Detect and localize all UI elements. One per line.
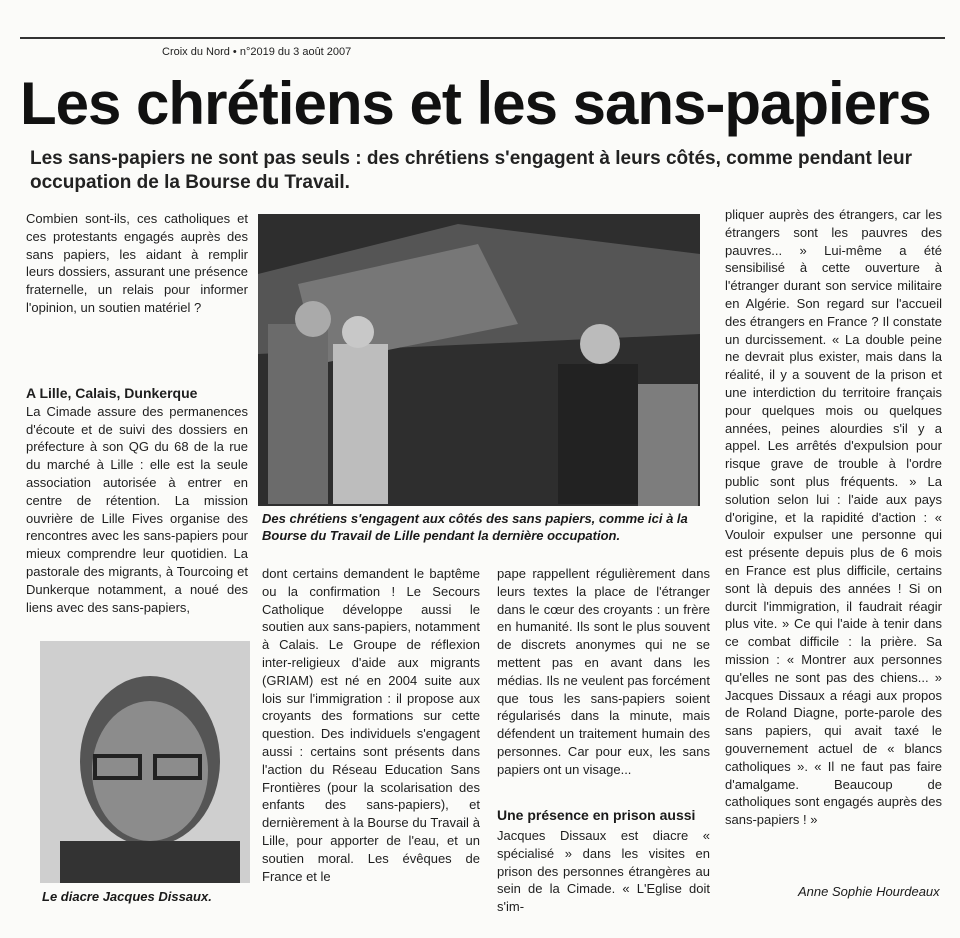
group-photo <box>258 214 700 506</box>
publication-header: Croix du Nord • n°2019 du 3 août 2007 <box>162 46 352 58</box>
article-title: Les chrétiens et les sans-papiers <box>20 70 931 137</box>
section-heading-prison: Une présence en prison aussi <box>497 807 696 823</box>
portrait-photo <box>40 641 250 883</box>
column-2-text: dont certains demandent le baptême ou la confirmation ! Le Secours Catholique développe aussi le soutien aux sans-papiers, notamment à Calais. Le Groupe de réflexion inter-religieux d'aide aux migrants (GRIAM) est né en 2004 suite aux lois sur l'immigration : il propose aux croyants des formations sur cette question. Des individuels s'engagent aussi : certains sont présents dans l'action du Réseau Education Sans Frontières (pour la scolarisation des enfants des sans-papiers), et dernièrement à la Bourse du Travail à Lille, pour apporter de l'eau, et un soutien moral. Les évêques de France et le <box>262 566 480 884</box>
author-signature: Anne Sophie Hourdeaux <box>798 884 940 899</box>
section-prison-text: Jacques Dissaux est diacre « spécialisé » dans les visites en prison des personnes étrangères au sein de la Cimade. « L'Eglise doit s'im- <box>497 828 710 915</box>
intro-paragraph: Combien sont-ils, ces catholiques et ces protestants engagés auprès des sans papiers, les aidant à remplir leurs dossiers, assurant une présence fraternelle, un relais pour informer l'opinion, un soutien matériel ? <box>26 211 248 315</box>
portrait-caption: Le diacre Jacques Dissaux. <box>42 889 212 904</box>
section-heading-lille: A Lille, Calais, Dunkerque <box>26 385 198 401</box>
section-lille-text: La Cimade assure des permanences d'écoute et de suivi des dossiers en préfecture à son QG du 68 de la rue du marché à Lille : elle est la seule association autorisée à entrer en centre de rétention. La mission ouvrière de Lille Fives organise des rencontres avec les sans-papiers pour mieux comprendre leur quotidien. La pastorale des migrants, à Tourcoing et Dunkerque notamment, a noué des liens avec des sans-papiers, <box>26 403 248 615</box>
top-rule <box>20 37 945 39</box>
article-subtitle: Les sans-papiers ne sont pas seuls : des chrétiens s'engagent à leurs côtés, comme pendant leur occupation de la Bourse du Travail. <box>30 148 912 193</box>
section-lille <box>26 385 248 616</box>
photo-caption: Des chrétiens s'engagent aux côtés des sans papiers, comme ici à la Bourse du Travail de Lille pendant la dernière occupation. <box>262 511 688 543</box>
column-4-text: pliquer auprès des étrangers, car les étrangers sont les pauvres des pauvres... » Lui-même a été sensibilisé à cette ouverture à l'étranger durant son service militaire en Algérie. Son regard sur l'accueil des étrangers en France ? Il constate un durcissement. « La double peine ne devrait plus exister, mais dans la réalité, il y a souvent de la prison et une interdiction du territoire français pour quelques mois ou quelques années, peines alourdies s'il y a appel. Les arrêtés d'expulsion pour risque grave de trouble à l'ordre public sont plus fréquents. » La solution selon lui : l'aide aux pays d'origine, et la rapidité d'action : « Vouloir expulser une personne qui est présente depuis plus de 6 mois en France est plus difficile, certains sont là depuis des années ! Si on durcit l'immigration, il faudrait réagir plus vite. » Ce qui l'aide à tenir dans ce combat difficile : la prière. Sa mission : « Montrer aux personnes qu'elles ne sont pas des chiens... » Jacques Dissaux a réagi aux propos de Roland Diagne, porte-parole des sans papiers, qui avait taxé le gouvernement actuel de « blancs catholiques ». « Il ne faut pas faire d'amalgame. Beaucoup de catholiques sont engagés auprès des sans-papiers ! » <box>725 207 942 828</box>
column-3-text: pape rappellent régulièrement dans leurs textes la place de l'étranger dans le cœur des croyants : un frère en humanité. Ils sont le plus souvent de discrets anonymes qui ne se mettent pas en avant dans les médias. Ils ne veulent pas forcément que tous les sans-papiers soient régularisés dans la minute, mais défendent un traitement humain des personnes. Car pour eux, les sans papiers ont un visage... <box>497 566 710 777</box>
